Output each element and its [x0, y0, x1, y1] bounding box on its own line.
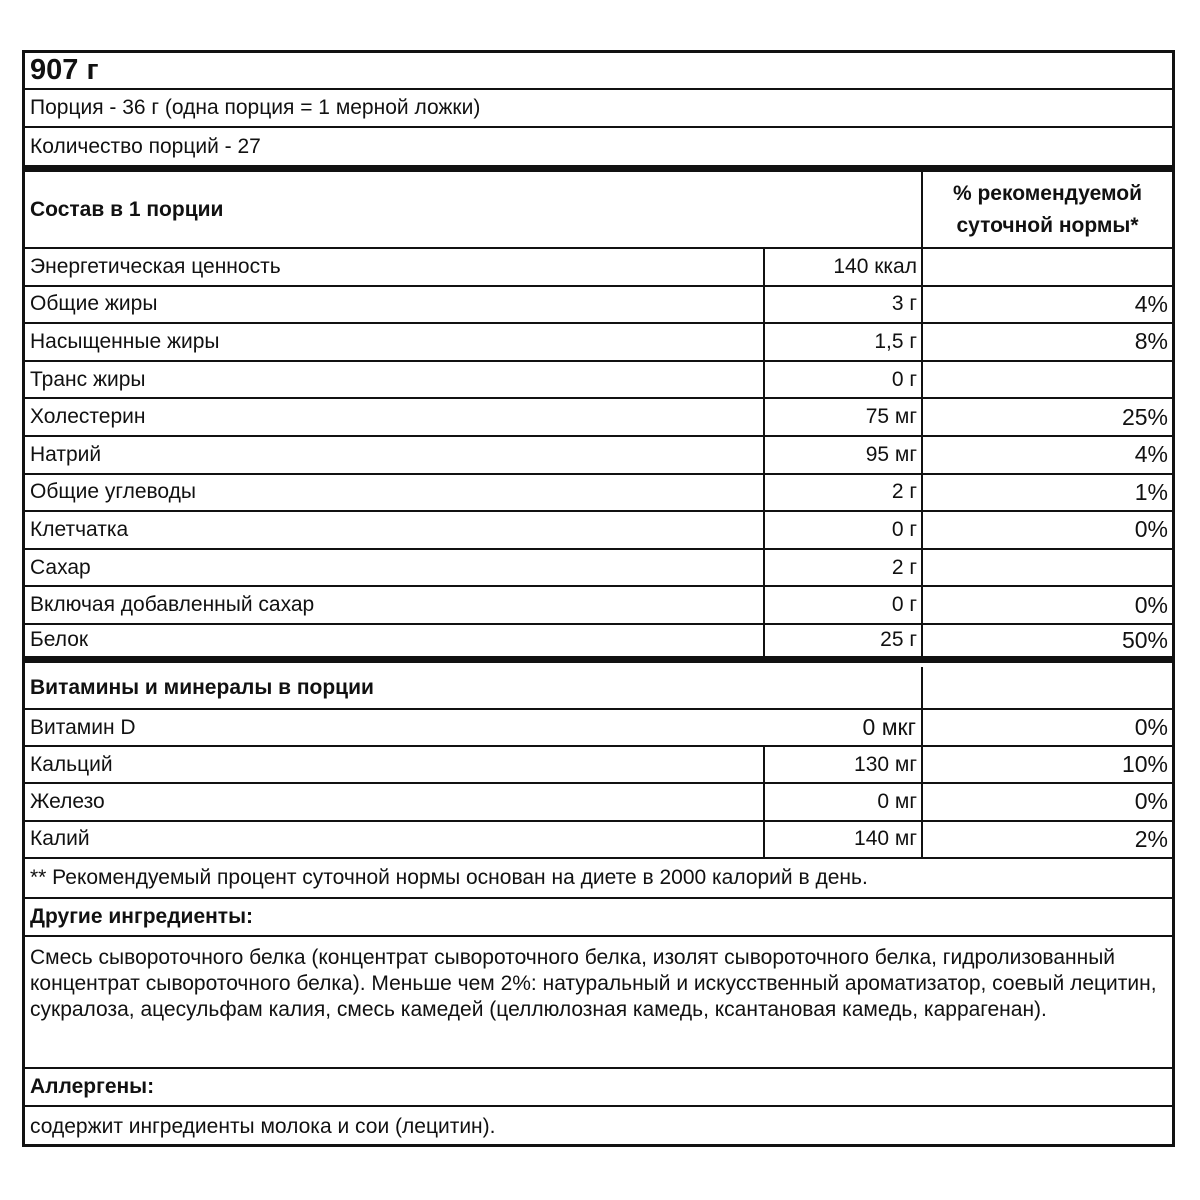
- table-row: [25, 475, 1172, 513]
- table-row: [25, 287, 1172, 325]
- nutrient-name: Энергетическая ценность: [30, 254, 281, 278]
- nutrient-dv: 1%: [921, 475, 1172, 511]
- vitamin-d-dv: 0%: [921, 710, 1172, 745]
- nutrient-name: Железо: [30, 789, 105, 813]
- nutrition-label: [22, 50, 1175, 1147]
- table-row: [25, 822, 1172, 859]
- nutrient-name: Насыщенные жиры: [30, 329, 220, 353]
- table-row: [25, 437, 1172, 475]
- table-row: [25, 784, 1172, 821]
- dv-header: % рекомендуемой суточной нормы*: [921, 172, 1172, 247]
- nutrient-dv: 25%: [921, 399, 1172, 435]
- nutrient-name: Сахар: [30, 555, 91, 579]
- nutrient-dv: 4%: [921, 437, 1172, 473]
- nutrient-dv: 0%: [921, 587, 1172, 623]
- nutrient-amount: 0 г: [763, 512, 921, 548]
- allergens-title-row: [25, 1069, 1172, 1107]
- nutrient-amount: 2 г: [763, 550, 921, 586]
- table-row: [25, 587, 1172, 625]
- nutrient-name: Транс жиры: [30, 367, 146, 391]
- footnote: ** Рекомендуемый процент суточной нормы основан на диете в 2000 калорий в день.: [30, 866, 868, 889]
- weight-row: [25, 53, 1172, 90]
- vitamin-d-name: Витамин D: [30, 715, 136, 739]
- nutrient-amount: 0 г: [763, 587, 921, 623]
- table-row: [25, 362, 1172, 400]
- nutrient-name: Кальций: [30, 752, 113, 776]
- nutrient-name: Натрий: [30, 442, 102, 466]
- other-ingredients-text-row: [25, 937, 1172, 1069]
- composition-title: Состав в 1 порции: [30, 197, 224, 221]
- nutrient-name: Общие жиры: [30, 292, 158, 316]
- table-row: [25, 324, 1172, 362]
- nutrient-amount: 0 мг: [763, 784, 921, 819]
- vitamins-header-row: [25, 667, 1172, 710]
- composition-header-row: [25, 172, 1172, 249]
- nutrient-amount: 3 г: [763, 287, 921, 323]
- net-weight: 907 г: [30, 54, 99, 86]
- other-ingredients-title-row: [25, 899, 1172, 937]
- nutrient-name: Белок: [30, 628, 89, 652]
- nutrient-dv: 8%: [921, 324, 1172, 360]
- nutrient-dv: 10%: [921, 747, 1172, 782]
- nutrient-amount: 1,5 г: [763, 324, 921, 360]
- nutrient-amount: 75 мг: [763, 399, 921, 435]
- serving-size: Порция - 36 г (одна порция = 1 мерной ложки): [30, 96, 481, 119]
- nutrient-dv: 4%: [921, 287, 1172, 323]
- nutrient-dv: 2%: [921, 822, 1172, 857]
- nutrient-dv: [921, 249, 1172, 285]
- vitamins-dv-empty: [921, 667, 1172, 708]
- nutrient-dv: 0%: [921, 512, 1172, 548]
- nutrient-dv: [921, 362, 1172, 398]
- table-row: [25, 399, 1172, 437]
- other-ingredients-text: Смесь сывороточного белка (концентрат сывороточного белка, изолят сывороточного белка, гидролизованный концентрат сывороточного белка). Меньше чем 2%: натуральный и искусственный ароматизатор, соевый лецитин, сукралоза, ацесульфам калия, смесь камедей (целлюлозная камедь, ксантановая камедь, каррагенан).: [30, 946, 1157, 1021]
- serving-row: [25, 90, 1172, 128]
- nutrient-name: Холестерин: [30, 405, 146, 429]
- nutrient-name: Общие углеводы: [30, 480, 197, 504]
- other-ingredients-title: Другие ингредиенты:: [30, 905, 254, 928]
- nutrient-amount: 140 мг: [763, 822, 921, 857]
- nutrient-amount: 95 мг: [763, 437, 921, 473]
- nutrient-amount: 2 г: [763, 475, 921, 511]
- nutrient-name: Включая добавленный сахар: [30, 593, 315, 617]
- table-row: [25, 512, 1172, 550]
- servings-count-row: [25, 128, 1172, 172]
- table-row: [25, 550, 1172, 588]
- nutrient-amount: 130 мг: [763, 747, 921, 782]
- footnote-row: [25, 859, 1172, 899]
- nutrient-dv: 0%: [921, 784, 1172, 819]
- allergens-text: содержит ингредиенты молока и сои (лецитин).: [30, 1115, 496, 1138]
- vitamin-d-row: [25, 710, 1172, 747]
- vitamins-title: Витамины и минералы в порции: [30, 675, 374, 699]
- table-row: [25, 625, 1172, 663]
- allergens-title: Аллергены:: [30, 1075, 155, 1098]
- nutrient-name: Калий: [30, 827, 90, 851]
- table-row: [25, 249, 1172, 287]
- nutrient-name: Клетчатка: [30, 517, 129, 541]
- nutrient-amount: 25 г: [763, 625, 921, 656]
- nutrient-dv: [921, 550, 1172, 586]
- vitamin-d-amount: 0 мкг: [862, 714, 916, 740]
- servings-count: Количество порций - 27: [30, 134, 261, 158]
- table-row: [25, 747, 1172, 784]
- nutrient-amount: 140 ккал: [763, 249, 921, 285]
- nutrient-dv: 50%: [921, 625, 1172, 656]
- allergens-text-row: [25, 1107, 1172, 1147]
- nutrient-amount: 0 г: [763, 362, 921, 398]
